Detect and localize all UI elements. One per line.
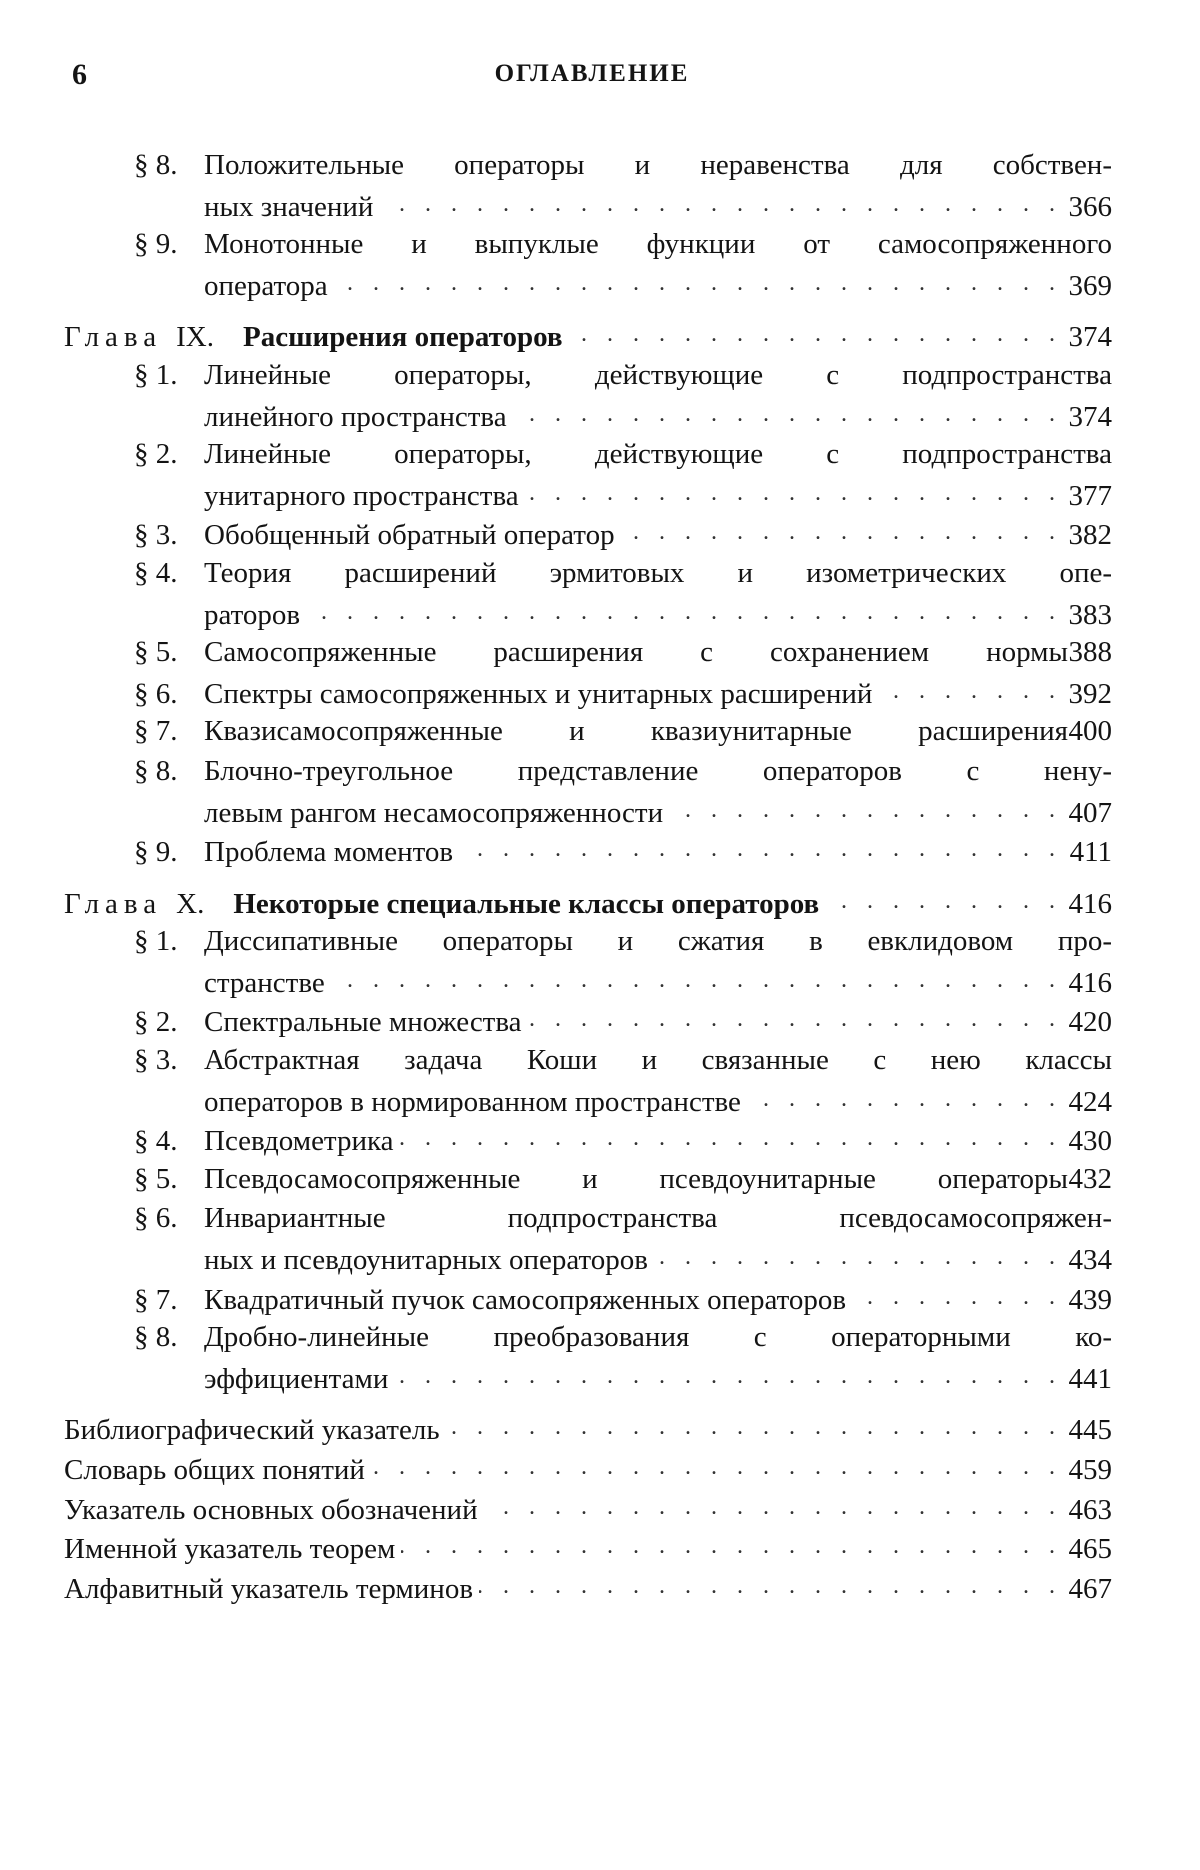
section-title: Псевдометрика [204, 1125, 394, 1158]
page-number: 6 [72, 58, 87, 91]
toc-line [64, 1528, 1112, 1568]
toc-section [64, 225, 1112, 304]
section-number: § 3. [134, 519, 178, 552]
page-ref: 463 [1068, 1493, 1112, 1526]
dot-leader [569, 316, 1062, 346]
toc-line [64, 831, 1112, 871]
running-head: ОГЛАВЛЕНИЕ [494, 60, 690, 87]
chapter-number: X. [176, 887, 205, 920]
section-title: линейного пространства [204, 400, 507, 433]
section-title: Проблема моментов [204, 836, 454, 869]
section-title: Квадратичный пучок самосопряженных операторов [204, 1283, 847, 1316]
toc-section [64, 1199, 1112, 1278]
page-ref: 366 [1068, 190, 1112, 223]
toc-line [64, 883, 1112, 923]
page-ref: 432 [1068, 1162, 1112, 1195]
toc-line [64, 1001, 1112, 1041]
toc-line [64, 633, 1112, 673]
toc-line [64, 475, 1112, 515]
table-of-contents [64, 146, 1112, 1607]
toc-line [64, 396, 1112, 436]
dot-leader [669, 792, 1062, 822]
page-ref: 388 [1068, 636, 1112, 669]
toc-line [64, 752, 1112, 792]
toc-back-matter [64, 1449, 1112, 1489]
toc-line [64, 265, 1112, 305]
toc-line [64, 186, 1112, 226]
toc-back-matter [64, 1489, 1112, 1529]
page-ref: 400 [1068, 715, 1112, 748]
dot-leader [306, 594, 1062, 624]
section-number: § 8. [134, 1321, 178, 1354]
toc-line [64, 1160, 1112, 1200]
toc-line [64, 316, 1112, 356]
section-title: Спектральные множества [204, 1006, 522, 1039]
page-header [72, 58, 1112, 98]
dot-leader [479, 1568, 1062, 1598]
page-ref: 377 [1068, 479, 1112, 512]
back-matter-title: Библиографический указатель [64, 1414, 440, 1447]
section-number: § 8. [134, 149, 178, 181]
section-number: § 1. [134, 925, 178, 958]
toc-section [64, 752, 1112, 831]
toc-chapter [64, 316, 1112, 356]
toc-section [64, 1160, 1112, 1200]
toc-section [64, 146, 1112, 225]
toc-line [64, 225, 1112, 265]
section-title: Линейные операторы, действующие с подпространства [204, 358, 1112, 391]
chapter-number: IX. [176, 321, 214, 354]
section-title: Абстрактная задача Коши и связанные с нею классы [204, 1044, 1112, 1077]
page-ref: 420 [1068, 1006, 1112, 1039]
chapter-heading [64, 318, 563, 358]
dot-leader [394, 1358, 1062, 1388]
dot-leader [513, 396, 1062, 426]
section-number: § 4. [134, 556, 178, 589]
toc-section [64, 1120, 1112, 1160]
toc-back-matter [64, 1528, 1112, 1568]
section-title: Теория расширений эрмитовых и изометрических опе- [204, 556, 1112, 589]
page-ref: 434 [1068, 1244, 1112, 1277]
section-title: эффициентами [204, 1362, 389, 1395]
section-title: Монотонные и выпуклые функции от самосопряженного [204, 228, 1112, 261]
dot-leader [654, 1239, 1062, 1269]
dot-leader [401, 1528, 1062, 1558]
toc-line [64, 594, 1112, 634]
section-title: Диссипативные операторы и сжатия в евклидовом про- [204, 925, 1112, 958]
toc-line [64, 1081, 1112, 1121]
dot-leader [621, 514, 1062, 544]
page-ref: 369 [1068, 269, 1112, 302]
chapter-heading [64, 885, 819, 925]
toc-section [64, 435, 1112, 514]
toc-line [64, 1199, 1112, 1239]
section-title: Дробно-линейные преобразования с операторными ко- [204, 1321, 1112, 1354]
dot-leader [878, 673, 1062, 703]
toc-section [64, 831, 1112, 871]
section-title: Положительные операторы и неравенства для собствен- [204, 149, 1112, 181]
section-number: § 9. [134, 836, 178, 869]
section-title: левым рангом несамосопряженности [204, 796, 664, 829]
section-title: ных и псевдоунитарных операторов [204, 1244, 648, 1277]
page-ref: 407 [1068, 796, 1112, 829]
toc-line [64, 712, 1112, 752]
section-number: § 2. [134, 438, 178, 471]
section-title: Обобщенный обратный оператор [204, 519, 615, 552]
toc-line [64, 1318, 1112, 1358]
toc-section [64, 1041, 1112, 1120]
section-title: Блочно-треугольное представление операторов с нену- [204, 754, 1112, 787]
section-title: Инвариантные подпространства псевдосамосопряжен- [204, 1202, 1112, 1235]
toc-section [64, 554, 1112, 633]
toc-line [64, 435, 1112, 475]
page-ref: 445 [1068, 1414, 1112, 1447]
toc-section [64, 1001, 1112, 1041]
page-ref: 416 [1068, 887, 1112, 920]
page-ref: 374 [1068, 400, 1112, 433]
toc-section [64, 633, 1112, 673]
section-title: раторов [204, 598, 301, 631]
toc-section [64, 1279, 1112, 1319]
section-title: ных значений [204, 190, 374, 223]
toc-back-matter [64, 1568, 1112, 1608]
page-ref: 382 [1068, 519, 1112, 552]
page-ref: 441 [1068, 1362, 1112, 1395]
section-title: Линейные операторы, действующие с подпространства [204, 438, 1112, 471]
dot-leader [825, 883, 1062, 913]
toc-line [64, 356, 1112, 396]
page-ref: 459 [1068, 1454, 1112, 1486]
dot-leader [747, 1081, 1062, 1111]
dot-leader [528, 1001, 1062, 1031]
section-number: § 6. [134, 1202, 178, 1235]
toc-line [64, 1358, 1112, 1398]
toc-line [64, 1239, 1112, 1279]
toc-line [64, 514, 1112, 554]
chapter-label: Глава [64, 887, 163, 920]
dot-leader [331, 962, 1062, 992]
section-number: § 7. [134, 1283, 178, 1316]
section-number: § 9. [134, 228, 178, 261]
toc-line [64, 1568, 1112, 1608]
back-matter-title: Именной указатель теорем [64, 1533, 396, 1566]
dot-leader [379, 186, 1062, 216]
page-ref: 430 [1068, 1125, 1112, 1158]
page-ref: 416 [1068, 966, 1112, 999]
section-title: Квазисамосопряженные и квазиунитарные расширения [204, 715, 1068, 748]
toc-section [64, 673, 1112, 713]
toc-line [64, 922, 1112, 962]
toc-line [64, 673, 1112, 713]
toc-section [64, 712, 1112, 752]
section-number: § 4. [134, 1125, 178, 1158]
toc-section [64, 514, 1112, 554]
section-title: операторов в нормированном пространстве [204, 1085, 741, 1118]
section-number: § 7. [134, 715, 178, 748]
toc-line [64, 962, 1112, 1002]
page-ref: 374 [1068, 321, 1112, 354]
dot-leader [525, 475, 1062, 505]
section-number: § 1. [134, 358, 178, 391]
toc-line [64, 1409, 1112, 1449]
page-ref: 465 [1068, 1533, 1112, 1566]
chapter-title: Расширения операторов [242, 321, 563, 354]
page-ref: 424 [1068, 1085, 1112, 1118]
dot-leader [852, 1279, 1062, 1309]
toc-section [64, 1318, 1112, 1397]
page-ref: 467 [1068, 1572, 1112, 1605]
toc-line [64, 554, 1112, 594]
toc-line [64, 1120, 1112, 1160]
chapter-title: Некоторые специальные классы операторов [233, 887, 820, 920]
toc-chapter [64, 883, 1112, 923]
section-title: странстве [204, 966, 325, 999]
dot-leader [459, 831, 1062, 861]
chapter-label: Глава [64, 321, 163, 354]
section-title: Самосопряженные расширения с сохранением нормы [204, 636, 1068, 669]
toc-line [64, 1279, 1112, 1319]
dot-leader [334, 265, 1062, 295]
toc-back-matter [64, 1409, 1112, 1449]
toc-line [64, 146, 1112, 186]
page-ref: 383 [1068, 598, 1112, 631]
dot-leader [446, 1409, 1062, 1439]
page-ref: 439 [1068, 1283, 1112, 1316]
section-title: оператора [204, 269, 328, 302]
dot-leader [400, 1120, 1062, 1150]
dot-leader [484, 1489, 1062, 1519]
toc-line [64, 1449, 1112, 1489]
section-title: Спектры самосопряженных и унитарных расширений [204, 677, 873, 710]
toc-line [64, 1041, 1112, 1081]
section-number: § 5. [134, 636, 178, 669]
section-number: § 2. [134, 1006, 178, 1039]
section-number: § 6. [134, 677, 178, 710]
toc-section [64, 356, 1112, 435]
back-matter-title: Словарь общих понятий [64, 1454, 365, 1486]
section-title: Псевдосамосопряженные и псевдоунитарные операторы [204, 1162, 1068, 1195]
toc-section [64, 922, 1112, 1001]
section-number: § 8. [134, 754, 178, 787]
section-title: унитарного пространства [204, 479, 519, 512]
section-number: § 3. [134, 1044, 178, 1077]
back-matter-title: Указатель основных обозначений [64, 1493, 478, 1526]
page-ref: 392 [1068, 677, 1112, 710]
toc-line [64, 1489, 1112, 1529]
section-number: § 5. [134, 1162, 178, 1195]
back-matter-title: Алфавитный указатель терминов [64, 1572, 474, 1605]
toc-line [64, 792, 1112, 832]
dot-leader [371, 1449, 1062, 1479]
page-ref: 411 [1069, 836, 1112, 869]
